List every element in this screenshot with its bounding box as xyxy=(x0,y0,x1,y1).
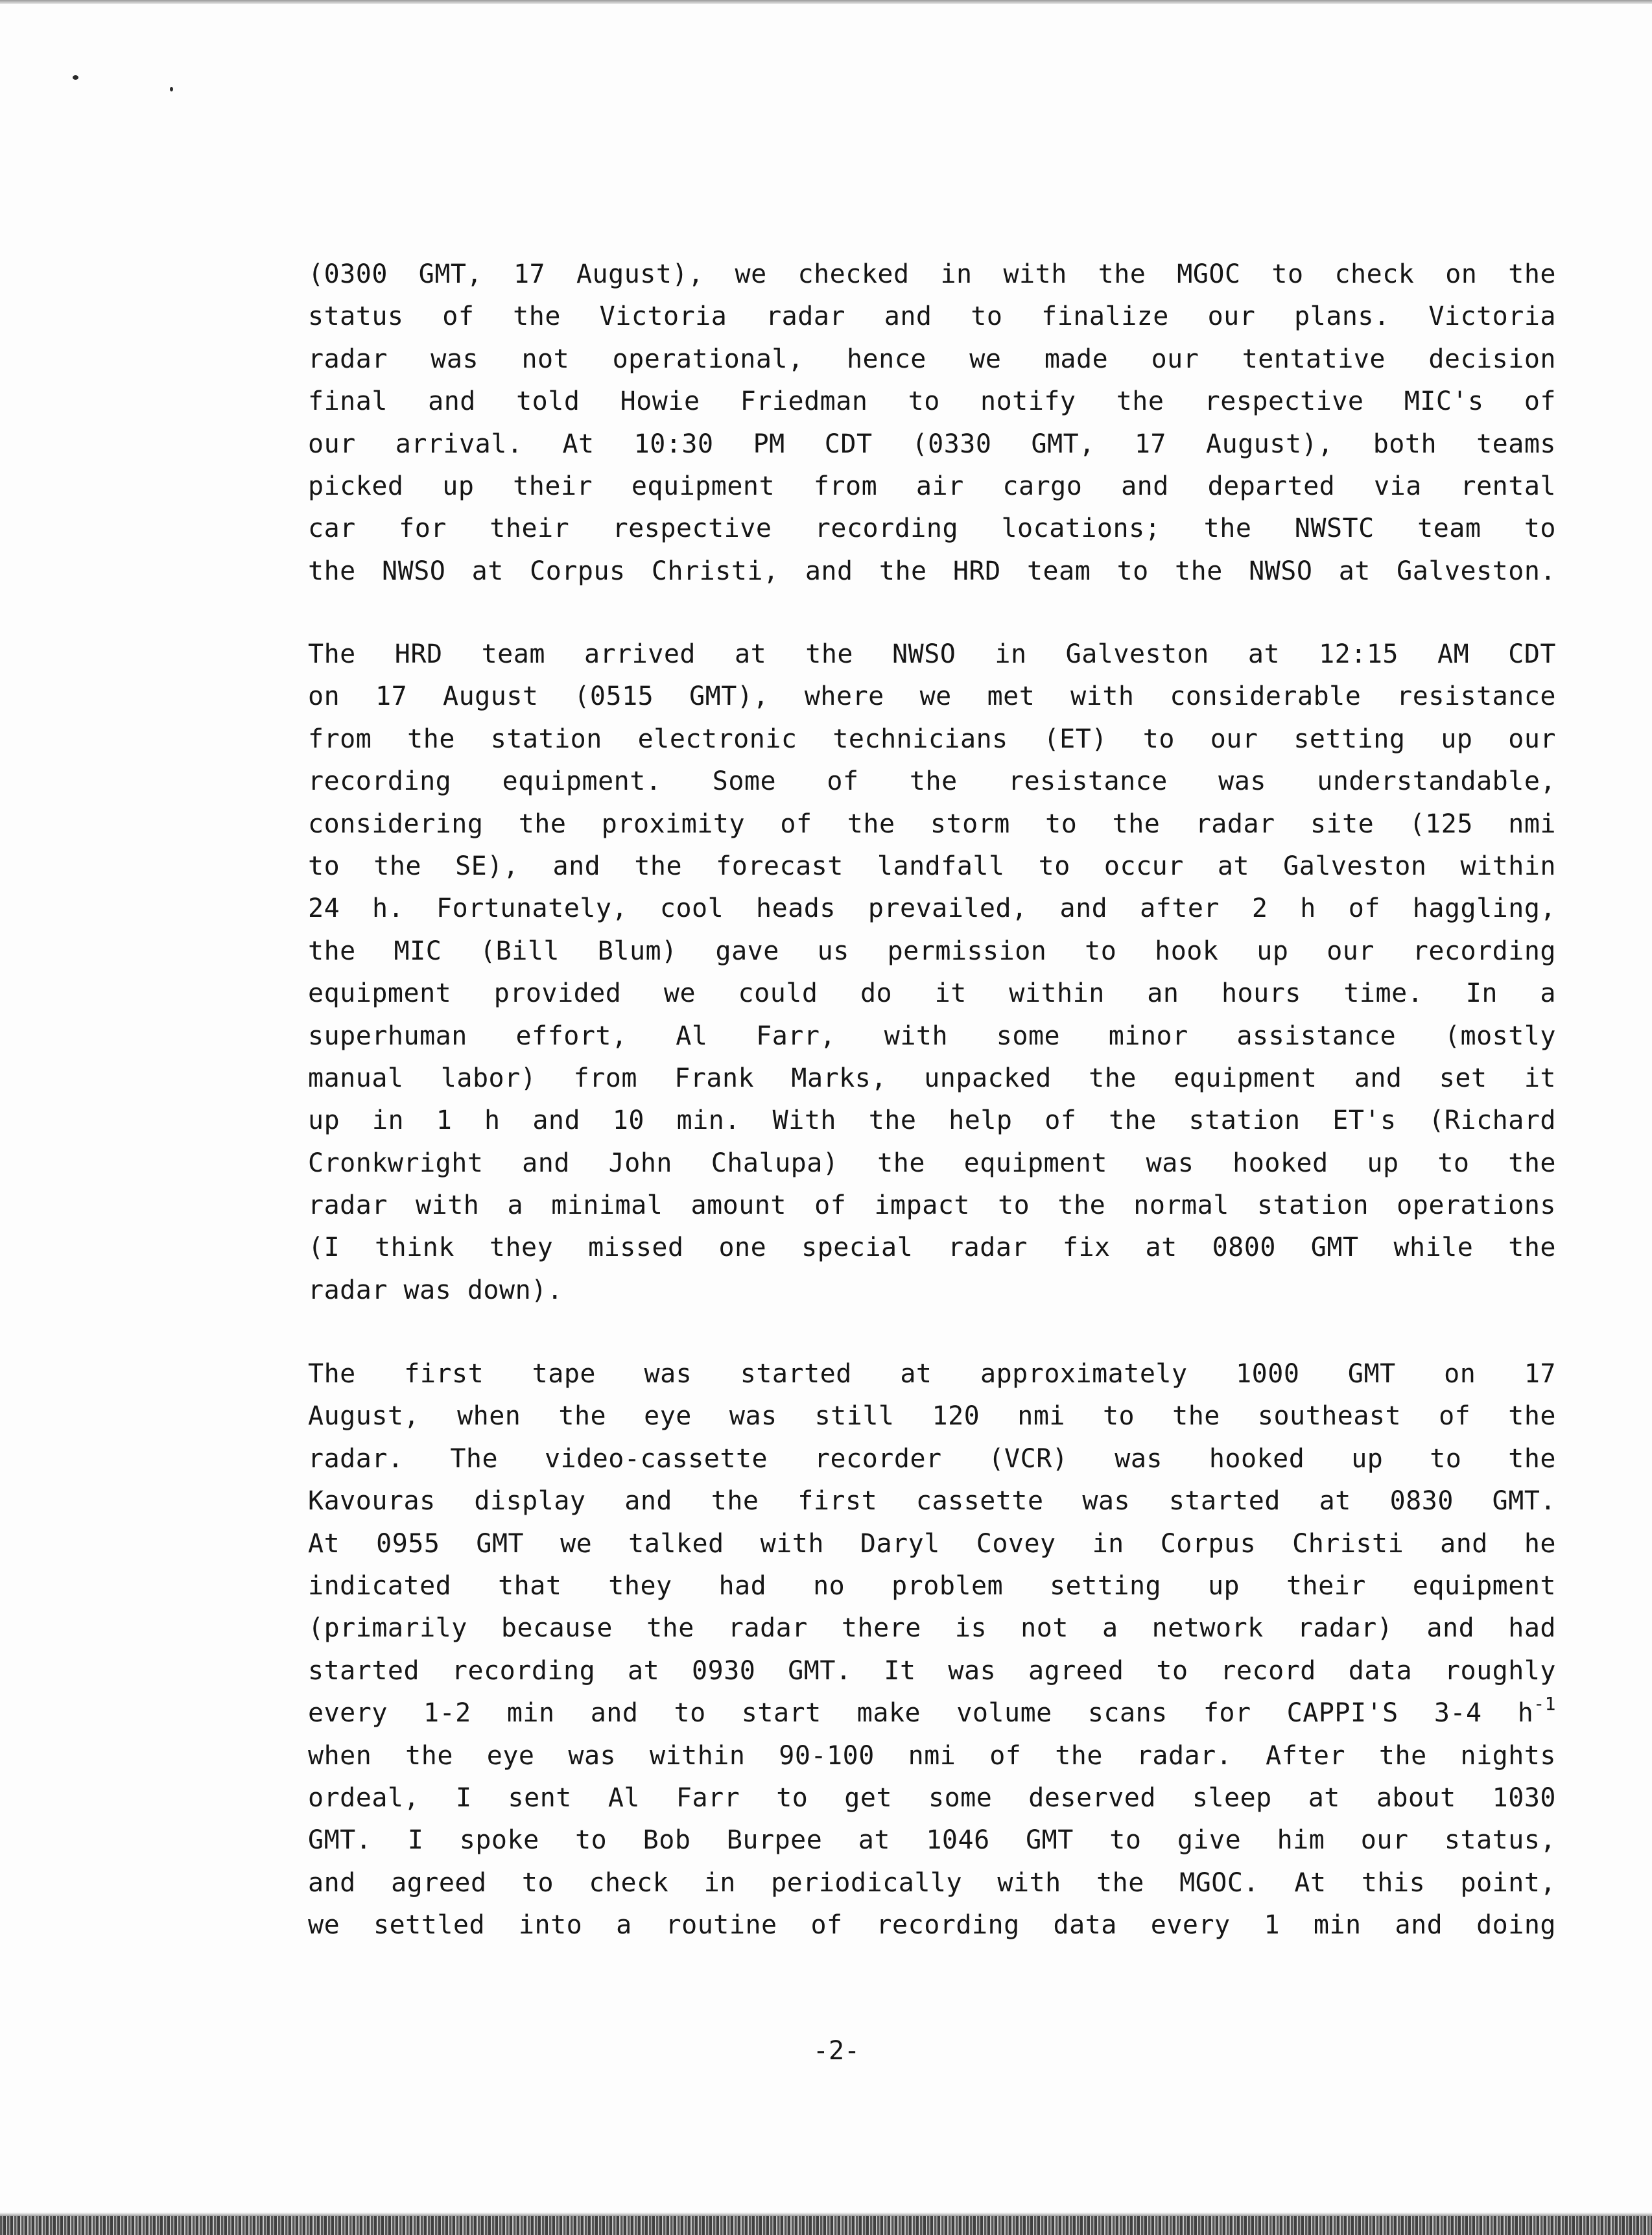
text-line: when the eye was within 90-100 nmi of the radar. After the nights xyxy=(308,1740,1556,1771)
text-line: the MIC (Bill Blum) gave us permission to hook up our recording xyxy=(308,936,1556,966)
text-line-body: every 1-2 min and to start make volume scans for CAPPI'S 3-4 h xyxy=(308,1698,1534,1729)
text-line: August, when the eye was still 120 nmi to the southeast of the xyxy=(308,1401,1556,1432)
paragraph-3 xyxy=(308,1353,1556,1946)
text-line: and agreed to check in periodically with the MGOC. At this point, xyxy=(308,1867,1556,1898)
text-line: radar. The video-cassette recorder (VCR) was hooked up to the xyxy=(308,1443,1556,1474)
text-line: Kavouras display and the first cassette was started at 0830 GMT. xyxy=(308,1486,1556,1517)
text-line: superhuman effort, Al Farr, with some minor assistance (mostly xyxy=(308,1021,1556,1051)
text-line: equipment provided we could do it within an hours time. In a xyxy=(308,978,1556,1009)
scan-top-edge xyxy=(0,0,1652,4)
scan-bottom-strip xyxy=(0,2216,1652,2235)
text-line: The first tape was started at approximately 1000 GMT on 17 xyxy=(308,1359,1556,1389)
scan-speck xyxy=(170,87,173,91)
scan-speck xyxy=(73,75,78,80)
text-line: manual labor) from Frank Marks, unpacked the equipment and set it xyxy=(308,1063,1556,1093)
text-line: status of the Victoria radar and to finalize our plans. Victoria xyxy=(308,302,1556,332)
paragraph-2 xyxy=(308,633,1556,1312)
paragraph-1 xyxy=(308,254,1556,593)
text-line: (primarily because the radar there is not a network radar) and had xyxy=(308,1613,1556,1644)
text-line: car for their respective recording locations; the NWSTC team to xyxy=(308,514,1556,544)
text-line: The HRD team arrived at the NWSO in Galveston at 12:15 AM CDT xyxy=(308,639,1556,669)
text-line: At 0955 GMT we talked with Daryl Covey in Corpus Christi and he xyxy=(308,1528,1556,1559)
text-line: Cronkwright and John Chalupa) the equipment was hooked up to the xyxy=(308,1148,1556,1178)
text-line: picked up their equipment from air cargo and departed via rental xyxy=(308,471,1556,501)
text-line: up in 1 h and 10 min. With the help of the station ET's (Richard xyxy=(308,1106,1556,1136)
text-line: radar with a minimal amount of impact to the normal station operations xyxy=(308,1190,1556,1221)
text-line: our arrival. At 10:30 PM CDT (0330 GMT, 17 August), both teams xyxy=(308,429,1556,459)
text-line: started recording at 0930 GMT. It was agreed to record data roughly xyxy=(308,1655,1556,1686)
superscript: -1 xyxy=(1533,1693,1556,1715)
text-line: GMT. I spoke to Bob Burpee at 1046 GMT to give him our status, xyxy=(308,1825,1556,1856)
text-line: indicated that they had no problem setting up their equipment xyxy=(308,1570,1556,1601)
text-line: (0300 GMT, 17 August), we checked in with the MGOC to check on the xyxy=(308,259,1556,289)
text-line: to the SE), and the forecast landfall to occur at Galveston within xyxy=(308,851,1556,881)
text-line: radar was down). xyxy=(308,1275,563,1305)
text-line: 24 h. Fortunately, cool heads prevailed, and after 2 h of haggling, xyxy=(308,893,1556,924)
text-line: on 17 August (0515 GMT), where we met with considerable resistance xyxy=(308,681,1556,712)
page-number: -2- xyxy=(812,2036,860,2066)
text-line: from the station electronic technicians (ET) to our setting up our xyxy=(308,724,1556,754)
text-line: radar was not operational, hence we made our tentative decision xyxy=(308,344,1556,374)
text-line: ordeal, I sent Al Farr to get some deserved sleep at about 1030 xyxy=(308,1782,1556,1813)
text-line: final and told Howie Friedman to notify the respective MIC's of xyxy=(308,386,1556,417)
text-line: the NWSO at Corpus Christi, and the HRD team to the NWSO at Galveston. xyxy=(308,556,1556,586)
text-line: we settled into a routine of recording data every 1 min and doing xyxy=(308,1910,1556,1941)
text-line: recording equipment. Some of the resistance was understandable, xyxy=(308,766,1556,797)
text-line: considering the proximity of the storm to the radar site (125 nmi xyxy=(308,809,1556,839)
text-line: (I think they missed one special radar fix at 0800 GMT while the xyxy=(308,1233,1556,1263)
text-line-with-superscript xyxy=(308,1692,1556,1734)
